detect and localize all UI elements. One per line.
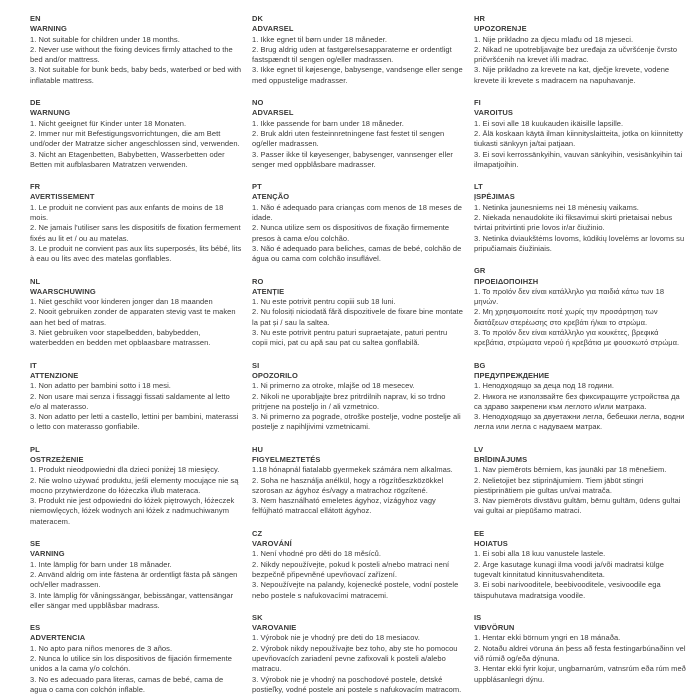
warning-item: 3. Not suitable for bunk beds, baby beds, waterbed or bed with inflatable mattress.	[30, 65, 242, 85]
warning-item: 1. Ei sovi alle 18 kuukauden ikäisille lapsille.	[474, 118, 624, 128]
language-section	[474, 182, 686, 254]
column-1	[30, 14, 242, 700]
warning-item: 2. Nikad ne upotrebljavajte bez uređaja za učvršćenje čvrsto pričvršćenih na krevet i/ili madrac.	[474, 44, 678, 65]
language-code: CZ	[252, 528, 263, 538]
language-section	[30, 539, 242, 611]
warning-item: 2. Bruk aldri uten festeinnretningene fast festet til sengen og/eller madrassen.	[252, 128, 445, 149]
warning-item: 3. Ni primerno za pograde, otroške postelje, vodne postelje ali postelje z napihljivimi vzmetnicami.	[252, 412, 461, 432]
warning-item: 1. Inte lämplig för barn under 18 månader.	[30, 559, 172, 569]
warning-items	[252, 549, 464, 600]
warning-item: 1. No apto para niños menores de 3 años.	[30, 643, 173, 653]
language-section	[30, 623, 242, 695]
warning-item: 1. Não é adequado para crianças com menos de 18 meses de idade.	[252, 202, 463, 223]
warning-item: 2. Nu folosiți niciodată fără dispozitivele de fixare bine montate la pat și / sau la saltea.	[252, 307, 463, 327]
language-code: IS	[474, 612, 482, 622]
warning-item: 1. Nu este potrivit pentru copiii sub 18 luni.	[252, 297, 396, 307]
warning-item: 1. Hentar ekki börnum yngri en 18 mánaða.	[474, 633, 621, 643]
warning-title: AVERTISSEMENT	[30, 192, 95, 202]
warning-item: 3. Hentar ekki fyrir kojur, ungbarnarúm, vatnsrúm eða rúm með uppblásanlegri dýnu.	[474, 664, 686, 684]
warning-item: 3. Ei sobi narivooditele, beebivooditele, vesivoodile ega täispuhutava madratsiga voodile.	[474, 580, 661, 600]
language-code: IT	[30, 360, 37, 370]
warning-items	[30, 119, 242, 170]
warning-items	[474, 465, 686, 516]
warning-item: 2. Nikoli ne uporabljajte brez pritrdilnih naprav, ki so trdno pritrjene na posteljo in / ali vzmetnico.	[252, 391, 446, 411]
warning-title: VAROITUS	[474, 108, 513, 118]
warning-title: HOIATUS	[474, 539, 508, 549]
warning-items	[474, 203, 686, 254]
warning-title: BRĪDINĀJUMS	[474, 454, 528, 464]
warning-item: 2. Nie wolno używać produktu, jeśli elementy mocujące nie są mocno przytwierdzone do łóżeczka i/lub materaca.	[30, 475, 239, 495]
language-section	[474, 266, 686, 348]
language-code: HR	[474, 14, 486, 23]
language-code: PT	[252, 182, 262, 192]
warning-item: 2. Niekada nenaudokite iki fiksavimui skirti prietaisai nebus tvirtai pritvirtinti prie lovos ir/ar čiužinio.	[474, 213, 673, 233]
language-code: FI	[474, 98, 481, 108]
language-section	[252, 445, 464, 517]
warning-item: 1. Το προϊόν δεν είναι κατάλληλο για παιδιά κάτω των 18 μηνών.	[474, 286, 665, 307]
warning-title: UPOZORENJE	[474, 24, 527, 34]
warning-item: 2. Μη χρησιμοποιείτε ποτέ χωρίς την προσάρτηση των διατάξεων στερέωσης στο κρεβάτι ή/και το στρώμα.	[474, 307, 658, 327]
language-code: EE	[474, 528, 485, 538]
language-code: DE	[30, 98, 41, 108]
warning-title: ĮSPĖJIMAS	[474, 192, 515, 202]
warning-item: 3. Não é adequado para beliches, camas de bebé, colchão de água ou cama com colchão insuflável.	[252, 243, 462, 264]
warning-item: 2. Älä koskaan käytä ilman kiinnityslaitteita, jotka on kiinnitetty tiukasti sänkyyn ja/tai patjaan.	[474, 128, 683, 149]
warning-item: 3. Nu este potrivit pentru paturi supraetajate, paturi pentru copii mici, pat cu apă sau pat cu saltea gonflabilă.	[252, 328, 448, 348]
language-section	[252, 613, 464, 695]
warning-item: 2. Ne jamais l'utiliser sans les dispositifs de fixation fermement fixés au lit et / ou au matelas.	[30, 223, 241, 243]
warning-item: 3. Το προϊόν δεν είναι κατάλληλο για κουκέτες, βρεφικά κρεβάτια, στρώματα νερού ή κρεβάτια με φουσκωτό στρώμα.	[474, 328, 680, 348]
warning-title: WARNING	[30, 24, 67, 34]
warning-item: 2. Nunca utilize sem os dispositivos de fixação firmemente presos à cama e/ou colchão.	[252, 223, 450, 243]
warning-item: 3. Netinka dviaukštėms lovoms, kūdikių lovelėms ar lovoms su pripučiamais čiužiniais.	[474, 233, 685, 253]
language-section	[474, 14, 686, 86]
warning-item: 3. Nije prikladno za krevete na kat, dječje krevete, vodene krevete ili krevete s madracem na napuhavanje.	[474, 65, 670, 85]
warning-title: ΠΡΟΕΙΔΟΠΟΙΗΣΗ	[474, 276, 539, 286]
warning-items	[474, 633, 686, 684]
warning-item: 2. Soha ne használja anélkül, hogy a rögzítőeszközökkel szorosan az ágyhoz és/vagy a matrachoz rögzítené.	[252, 475, 444, 495]
warning-items	[252, 465, 464, 516]
warning-title: VAROVANIE	[252, 623, 297, 633]
warning-item: 1. Not suitable for children under 18 months.	[30, 34, 180, 44]
warning-title: OSTRZEŻENIE	[30, 454, 84, 464]
warning-item: 2. Använd aldrig om inte fästena är ordentligt fästa på sängen och/eller madrassen.	[30, 569, 238, 590]
warning-item: 3. Nav piemērots divstāvu gultām, bērnu gultām, ūdens gultai vai gultai ar piepūšamo matraci.	[474, 496, 681, 516]
language-code: PL	[30, 444, 40, 454]
warning-items	[252, 119, 464, 170]
language-section	[30, 14, 242, 86]
language-section	[474, 529, 686, 601]
warning-items	[30, 35, 242, 86]
warning-item: 2. Nooit gebruiken zonder de apparaten stevig vast te maken aan het bed of matras.	[30, 307, 236, 327]
warning-item: 1. Výrobok nie je vhodný pre deti do 18 mesiacov.	[252, 633, 420, 643]
language-section	[252, 98, 464, 170]
warning-item: 1.18 hónapnál fiatalabb gyermekek számára nem alkalmas.	[252, 465, 453, 475]
warning-items	[474, 549, 686, 600]
warning-item: 1. Nav piemērots bērniem, kas jaunāki par 18 mēnešiem.	[474, 465, 667, 475]
warning-title: VIÐVÖRUN	[474, 623, 515, 633]
warning-title: WAARSCHUWING	[30, 286, 96, 296]
warning-item: 3. Niet gebruiken voor stapelbedden, babybedden, waterbedden en bedden met opblaasbare matrassen.	[30, 328, 211, 348]
warning-item: 3. Nem használható emeletes ágyhoz, vízágyhoz vagy felfújható matraccal ellátott ágyhoz.	[252, 496, 436, 516]
language-section	[474, 613, 686, 685]
warning-item: 1. Le produit ne convient pas aux enfants de moins de 18 mois.	[30, 202, 224, 223]
warning-items	[474, 287, 686, 349]
warning-item: 1. Неподходящо за деца под 18 години.	[474, 381, 614, 391]
warning-item: 1. Niet geschikt voor kinderen jonger dan 18 maanden	[30, 297, 213, 307]
column-2	[252, 14, 464, 700]
warning-item: 3. Inte lämplig för våningssängar, bebissängar, vattensängar eller sängar med uppblåsbar madrass.	[30, 590, 234, 610]
warning-item: 2. Никога не използвайте без фиксиращите устройства да са здраво закрепени към леглото и/или матрака.	[474, 391, 680, 411]
warning-item: 1. Non adatto per bambini sotto i 18 mesi.	[30, 381, 171, 391]
warning-item: 1. Produkt nieodpowiedni dla dzieci poniżej 18 miesięcy.	[30, 465, 220, 475]
warning-title: ADVARSEL	[252, 24, 294, 34]
language-code: LT	[474, 182, 483, 192]
language-code: NL	[30, 276, 41, 286]
warning-items	[252, 297, 464, 348]
warning-items	[30, 381, 242, 432]
warning-items	[30, 297, 242, 348]
warning-item: 3. Výrobok nie je vhodný na poschodové postele, detské postieľky, vodné postele ani postele s nafukovacím matracom.	[252, 674, 462, 694]
warning-item: 1. Ikke egnet til børn under 18 måneder.	[252, 34, 387, 44]
warning-items	[30, 560, 242, 611]
warning-items	[252, 35, 464, 86]
language-code: BG	[474, 360, 486, 370]
warning-items	[252, 633, 464, 695]
language-section	[30, 445, 242, 527]
warning-item: 1. Netinka jaunesniems nei 18 mėnesių vaikams.	[474, 202, 639, 212]
warning-item: 3. Nepoužívejte na palandy, kojenecké postele, vodní postele nebo postele s nafukovacími matracemi.	[252, 580, 459, 600]
warning-item: 2. Ärge kasutage kunagi ilma voodi ja/või madratsi külge tugevalt kinnitatud kinnitusvahenditeta.	[474, 559, 664, 579]
warning-title: ATENȚIE	[252, 286, 285, 296]
warning-title: OPOZORILO	[252, 370, 298, 380]
language-section	[252, 361, 464, 433]
warning-title: WARNUNG	[30, 108, 71, 118]
warning-item: 1. Nije prikladno za djecu mlađu od 18 mjeseci.	[474, 34, 634, 44]
warning-item: 2. Brug aldrig uden at fastgørelsesapparaterne er ordentligt fastspændt til sengen og/eller madrassen.	[252, 44, 452, 65]
warning-item: 3. Ei sovi kerrossänkyihin, vauvan sänkyihin, vesisänkyihin tai ilmapatjoihin.	[474, 149, 683, 169]
warning-items	[252, 381, 464, 432]
warning-title: ПРЕДУПРЕЖДЕНИЕ	[474, 370, 550, 380]
language-section	[30, 98, 242, 170]
language-code: EN	[30, 14, 41, 23]
warning-item: 1. Není vhodné pro děti do 18 měsíců.	[252, 549, 382, 559]
language-section	[474, 445, 686, 517]
language-section	[252, 14, 464, 86]
warning-items	[30, 644, 242, 695]
warning-items	[30, 203, 242, 265]
warning-title: ATENÇÃO	[252, 192, 290, 202]
warning-item: 3. Nicht an Etagenbetten, Babybetten, Wasserbetten oder Betten mit aufblasbaren Matratzen verwenden.	[30, 149, 225, 169]
warning-items	[474, 119, 686, 170]
warning-item: 3. Le produit ne convient pas aux lits superposés, lits bébé, lits à eau ou lits avec des matelas gonflables.	[30, 243, 242, 264]
language-code: SE	[30, 539, 41, 549]
warning-items	[474, 35, 686, 86]
warning-item: 2. Non usare mai senza i fissaggi fissati saldamente al letto e/o al materasso.	[30, 391, 230, 411]
warning-item: 2. Immer nur mit Befestigungsvorrichtungen, die am Bett und/oder der Matratze sicher angeschlossen sind, verwenden.	[30, 128, 240, 149]
warning-item: 3. Passer ikke til køyesenger, babysenger, vannsenger eller senger med oppblåsbare madrasser.	[252, 149, 453, 169]
language-section	[30, 182, 242, 264]
language-code: ES	[30, 623, 41, 633]
language-section	[474, 361, 686, 433]
warning-item: 1. Ei sobi alla 18 kuu vanustele lastele.	[474, 549, 606, 559]
language-section	[252, 529, 464, 601]
warning-item: 3. Ikke egnet til køjesenge, babysenge, vandsenge eller senge med oppustelige madrasser.	[252, 65, 463, 85]
warning-title: FIGYELMEZTETÉS	[252, 454, 321, 464]
warning-item: 2. Notaðu aldrei vöruna án þess að festa festingarbúnaðinn vel við rúmið og/eða dýnuna.	[474, 643, 686, 664]
language-code: NO	[252, 98, 264, 108]
warning-item: 2. Nelietojiet bez stiprinājumiem. Tiem jābūt stingri piestiprinātiem pie gultas un/vai matrača.	[474, 475, 644, 495]
language-section	[474, 98, 686, 170]
language-code: DK	[252, 14, 264, 23]
warning-item: 3. No es adecuado para literas, camas de bebé, cama de agua o cama con colchón inflable.	[30, 674, 224, 694]
warning-item: 1. Ikke passende for barn under 18 måneder.	[252, 118, 404, 128]
warning-items	[474, 381, 686, 432]
language-section	[30, 361, 242, 433]
warning-title: ATTENZIONE	[30, 370, 79, 380]
warning-item: 1. Ni primerno za otroke, mlajše od 18 mesecev.	[252, 381, 415, 391]
warning-item: 3. Produkt nie jest odpowiedni do łóżek piętrowych, łóżeczek niemowlęcych, łóżek wodnych ani łóżek z nadmuchiwanym materacem.	[30, 496, 235, 526]
language-section	[252, 277, 464, 349]
column-3	[474, 14, 686, 700]
warning-item: 2. Nikdy nepoužívejte, pokud k posteli a/nebo matraci není bezpečně připevněné upevňovací zařízení.	[252, 559, 450, 579]
warning-item: 2. Never use without the fixing devices firmly attached to the bed and/or mattress.	[30, 44, 233, 65]
warning-title: ADVARSEL	[252, 108, 294, 118]
language-code: FR	[30, 182, 41, 192]
language-code: SI	[252, 360, 260, 370]
warning-item: 2. Nunca lo utilice sin los dispositivos de fijación firmemente unidos a la cama y/o colchón.	[30, 654, 232, 674]
warning-title: VARNING	[30, 549, 65, 559]
language-code: GR	[474, 266, 486, 276]
warning-title: VAROVÁNÍ	[252, 539, 292, 549]
warning-title: ADVERTENCIA	[30, 633, 86, 643]
language-code: RO	[252, 276, 264, 286]
language-section	[252, 182, 464, 264]
warning-items	[252, 203, 464, 265]
language-code: LV	[474, 444, 484, 454]
language-code: SK	[252, 612, 263, 622]
warning-items	[30, 465, 242, 527]
warning-item: 1. Nicht geeignet für Kinder unter 18 Monaten.	[30, 118, 187, 128]
warning-item: 3. Неподходящо за двуетажни легла, бебешки легла, водни легла или легла с надуваем матрак.	[474, 412, 685, 432]
language-section	[30, 277, 242, 349]
warning-item: 2. Výrobok nikdy nepoužívajte bez toho, aby ste ho pomocou upevňovacích zariadení pevne zafixovali k posteli a/alebo matracu.	[252, 643, 458, 674]
warning-item: 3. Non adatto per letti a castello, lettini per bambini, materassi o letto con materasso gonfiabile.	[30, 412, 239, 432]
language-code: HU	[252, 444, 264, 454]
